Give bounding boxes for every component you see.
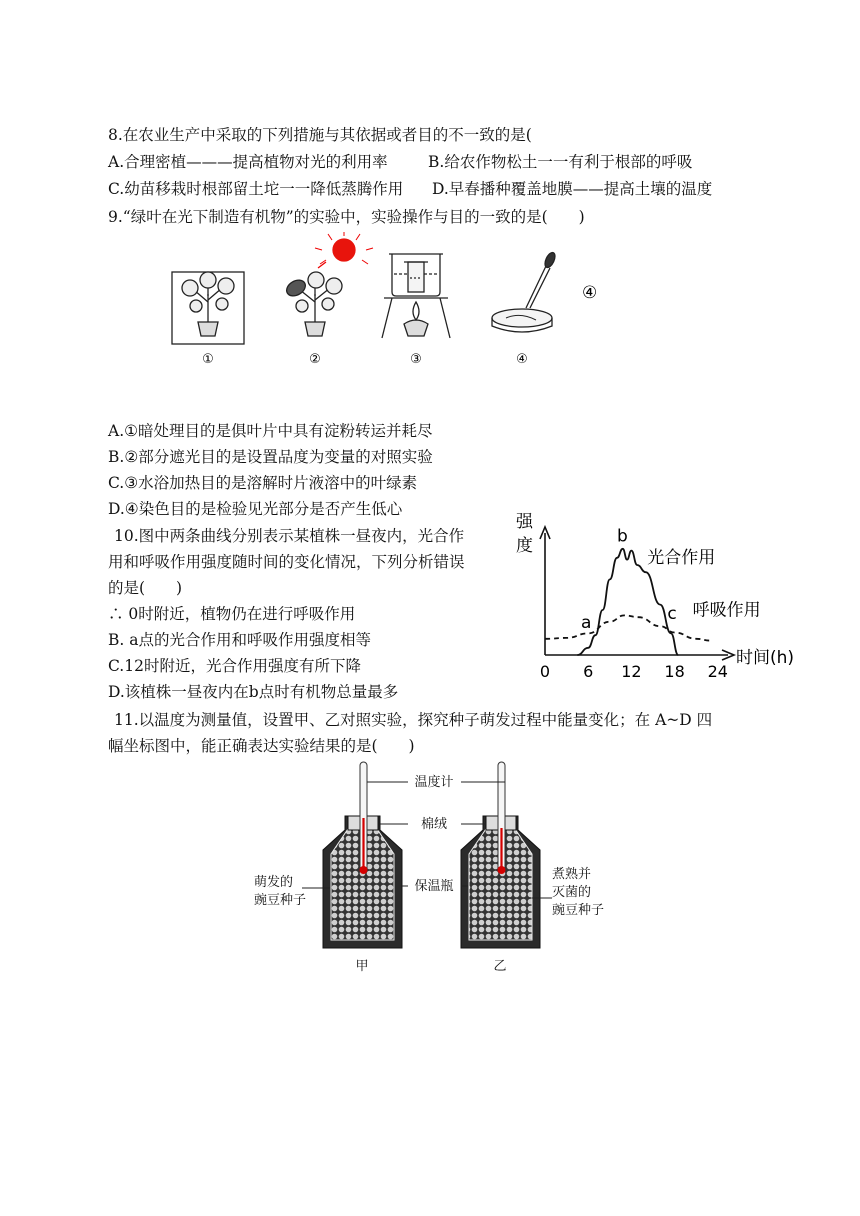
label-left-2: 豌豆种子 [254,893,307,908]
q8-option-b: B.给农作物松土一一有利于根部的呼吸 [428,153,693,171]
point-label-a: a [581,613,592,633]
label-yi: 乙 [493,959,507,974]
q10-option-b: B. a点的光合作用和呼吸作用强度相等 [108,631,371,649]
thermometer-yi-icon [498,762,506,874]
label-thermometer: 温度计 [414,775,454,790]
label-cotton: 棉绒 [420,817,448,832]
label-right-1: 煮熟并 [552,867,592,882]
fig-label-3: ③ [410,352,422,367]
respiration-curve [545,615,711,640]
thermometer-jia-icon [360,762,368,874]
point-label-c: c [667,604,677,624]
fig-label-1: ① [202,352,214,367]
q11-thermos-figure [240,758,610,976]
fig-label-2: ② [309,352,321,367]
chart-xlabel: 时间(h) [736,648,795,668]
q10-stem-line1: 10.图中两条曲线分别表示某植株一昼夜内，光合作 [114,527,465,545]
q8-stem: 8.在农业生产中采取的下列措施与其依据或者目的不一致的是( [108,126,532,144]
q10-option-d: D.该植株一昼夜内在b点时有机物总量最多 [108,683,399,701]
q11-stem-line2: 幅坐标图中，能正确表达实验结果的是( ) [108,737,415,755]
q9-option-b: B.②部分遮光目的是设置品度为变量的对照实验 [108,448,433,466]
fig-label-4: ④ [516,352,528,367]
x-tick-label: 6 [583,662,594,681]
label-left-1: 萌发的 [254,875,294,890]
x-tick-label: 24 [707,662,728,681]
chart-ylabel-2: 度 [516,536,533,556]
q8-option-d: D.早春播种覆盖地膜——提高土壤的温度 [432,180,713,198]
q8-option-a: A.合理密植———提高植物对光的利用率 [108,153,388,171]
photosynthesis-respiration-chart [508,503,808,685]
q9-option-c: C.③水浴加热目的是溶解时片液溶中的叶绿素 [108,474,418,492]
q9-option-a: A.①暗处理目的是俱叶片中具有淀粉转运并耗尽 [108,422,433,440]
q10-option-a: ∴ 0时附近，植物仍在进行呼吸作用 [108,605,356,623]
q10-option-c: C.12时附近，光合作用强度有所下降 [108,657,361,675]
x-tick-label: 12 [621,662,642,681]
q10-stem-line3: 的是( ) [108,579,183,597]
x-tick-label: 18 [664,662,685,681]
label-right-2: 灭菌的 [552,885,592,900]
q10-stem-line2: 用和呼吸作用强度随时间的变化情况，下列分析错误 [108,553,465,571]
series-label-respiration: 呼吸作用 [692,600,761,621]
q8-option-c: C.幼苗移栽时根部留土坨一一降低蒸腾作用 [108,180,404,198]
q9-stem: 9.“绿叶在光下制造有机物”的实验中，实验操作与目的一致的是( ) [108,208,585,226]
series-label-photosynthesis: 光合作用 [647,548,716,569]
q9-option-d: D.④染色目的是检验见光部分是否产生低心 [108,500,403,518]
water-bath-icon [382,254,450,338]
q9-experiment-figure [160,232,620,372]
q11-stem-line1: 11.以温度为测量值，设置甲、乙对照实验，探究种子萌发过程中能量变化；在 A~D 四 [114,711,713,729]
chart-ylabel-1: 强 [516,512,533,532]
label-jia: 甲 [355,959,369,974]
sunlit-plant-icon [284,232,373,336]
label-flask: 保温瓶 [414,879,454,894]
petri-dish-dropper-icon [492,251,557,332]
label-right-3: 豌豆种子 [552,903,605,918]
dark-box-plant-icon [172,272,244,344]
x-tick-label: 0 [539,662,551,681]
point-label-b: b [617,526,628,547]
fig-side-label: ④ [582,283,598,303]
